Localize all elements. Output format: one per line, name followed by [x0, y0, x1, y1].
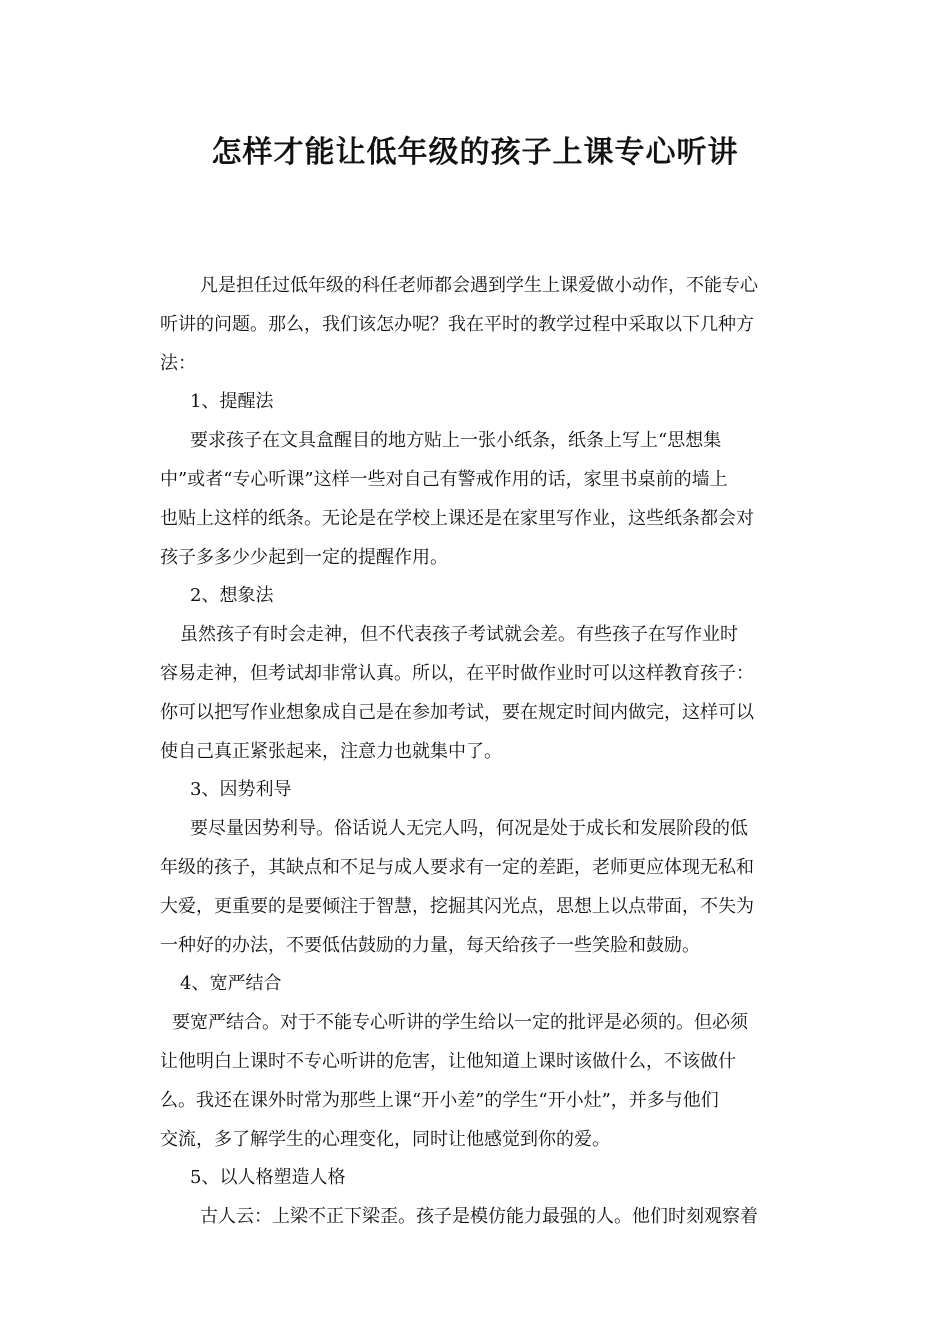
paragraph-intro-line: 听讲的问题。那么，我们该怎办呢？我在平时的教学过程中采取以下几种方 [160, 313, 754, 335]
paragraph-line: 一种好的办法，不要低估鼓励的力量，每天给孩子一些笑脸和鼓励。 [160, 934, 700, 956]
paragraph-line: 要宽严结合。对于不能专心听讲的学生给以一定的批评是必须的。但必须 [172, 1012, 748, 1034]
document-title: 怎样才能让低年级的孩子上课专心听讲 [211, 135, 739, 170]
paragraph-line: 么。我还在课外时常为那些上课“开小差”的学生“开小灶”，并多与他们 [160, 1089, 719, 1111]
section-heading-2: 2、想象法 [190, 585, 274, 607]
paragraph-line: 使自己真正紧张起来，注意力也就集中了。 [160, 740, 502, 762]
section-heading-1: 1、提醒法 [190, 391, 274, 413]
paragraph-line: 中”或者“专心听课”这样一些对自己有警戒作用的话，家里书桌前的墙上 [160, 468, 728, 490]
paragraph-intro-line: 法： [160, 352, 196, 374]
section-heading-5: 5、以人格塑造人格 [190, 1167, 346, 1189]
paragraph-line: 孩子多多少少起到一定的提醒作用。 [160, 546, 448, 568]
document-body [160, 267, 800, 1237]
paragraph-line: 要求孩子在文具盒醒目的地方贴上一张小纸条，纸条上写上“思想集 [190, 430, 722, 452]
paragraph-line: 古人云：上梁不正下梁歪。孩子是模仿能力最强的人。他们时刻观察着 [200, 1206, 758, 1228]
paragraph-line: 容易走神，但考试却非常认真。所以，在平时做作业时可以这样教育孩子： [160, 662, 754, 684]
paragraph-intro-line: 凡是担任过低年级的科任老师都会遇到学生上课爱做小动作，不能专心 [200, 275, 758, 296]
paragraph-line: 要尽量因势利导。俗话说人无完人吗，何况是处于成长和发展阶段的低 [190, 818, 748, 840]
paragraph-line: 你可以把写作业想象成自己是在参加考试，要在规定时间内做完，这样可以 [160, 701, 754, 723]
paragraph-line: 也贴上这样的纸条。无论是在学校上课还是在家里写作业，这些纸条都会对 [160, 507, 754, 529]
paragraph-line: 大爱，更重要的是要倾注于智慧，挖掘其闪光点，思想上以点带面，不失为 [160, 895, 754, 917]
paragraph-line: 虽然孩子有时会走神，但不代表孩子考试就会差。有些孩子在写作业时 [180, 624, 738, 646]
paragraph-line: 年级的孩子，其缺点和不足与成人要求有一定的差距，老师更应体现无私和 [160, 856, 754, 878]
section-heading-3: 3、因势利导 [190, 779, 292, 801]
paragraph-line: 交流，多了解学生的心理变化，同时让他感觉到你的爱。 [160, 1128, 610, 1150]
paragraph-line: 让他明白上课时不专心听讲的危害，让他知道上课时该做什么，不该做什 [160, 1050, 736, 1072]
section-heading-4: 4、宽严结合 [180, 973, 282, 995]
